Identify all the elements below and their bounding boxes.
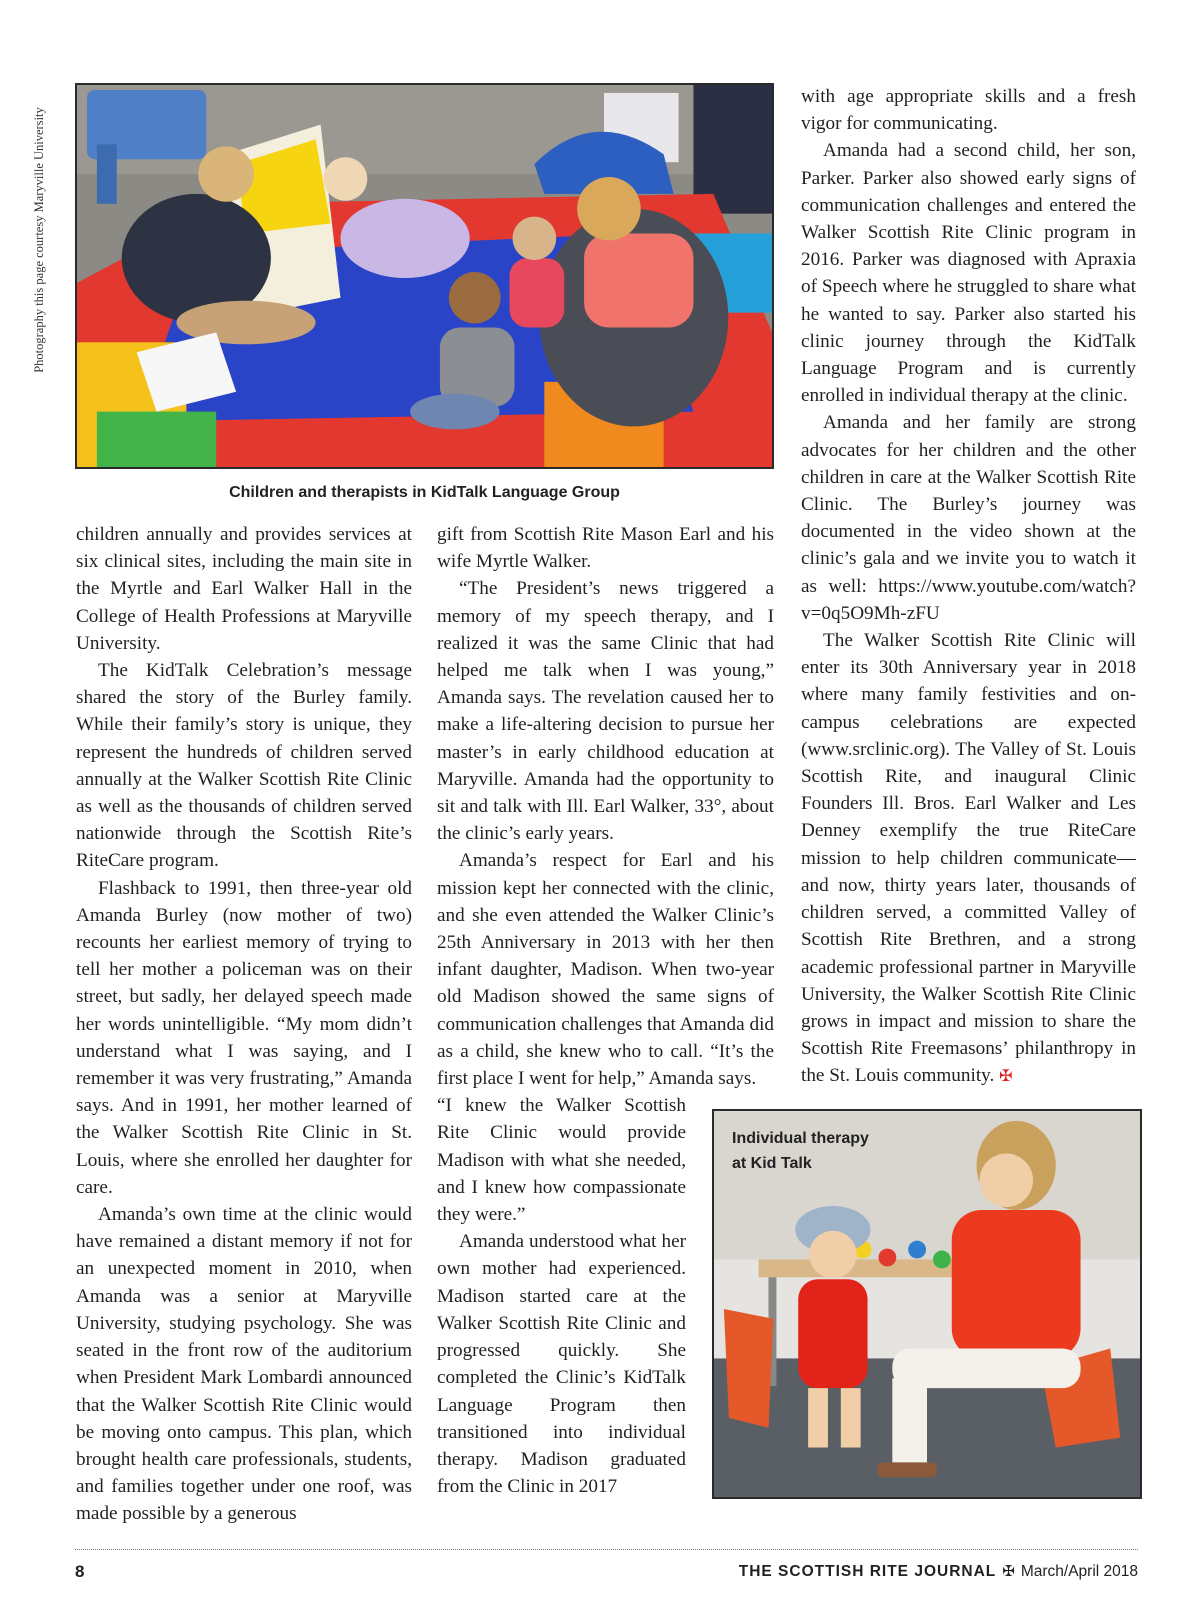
paragraph: with age appropriate skills and a fresh vigor for communicating. xyxy=(801,86,1136,135)
paragraph: “The President’s news triggered a memory of my speech therapy, and I realized it was the same Clinic that had helped me talk when I was young,” Amanda says. The revelation caused her to make a life-altering decision to pursue her master’s in early childhood education at Maryville. Amanda had the opportunity to sit and talk with Ill. Earl Walker, 33°, about the clinic’s early years. xyxy=(437,578,774,845)
paragraph: Amanda and her family are strong advocates for her children and the other children in care at the Walker Scottish Rite Clinic. The Burley’s journey was documented in the video shown at the clinic’s gala and we invite you to watch it as well: https://www.youtube.com/watch?v=0q5O9Mh-zFU xyxy=(801,412,1136,624)
page-number: 8 xyxy=(75,1562,85,1581)
paragraph: Amanda’s respect for Earl and his mission kept her connected with the clinic, and she even attended the Walker Clinic’s 25th Anniversary in 2013 with her then infant daughter, Madison. When two-year old Madison showed the same signs of communication challenges that Amanda did as a child, she knew who to call. “It’s the first place I went for help,” Amanda says. xyxy=(437,850,774,1090)
caption-line: at Kid Talk xyxy=(732,1155,812,1172)
cross-icon: ✠ xyxy=(1002,1563,1015,1580)
inset-photo-caption xyxy=(732,1126,932,1176)
narrow-text-wrap xyxy=(437,1092,686,1500)
article-column-1 xyxy=(76,521,412,1528)
paragraph: Amanda had a second child, her son, Parker. Parker also showed early signs of communication challenges and entered the Walker Scottish Rite Clinic program in 2016. Parker was diagnosed with Apraxia of Speech where he struggled to share what he wanted to say. Parker also started his clinic journey through the KidTalk Language Program and is currently enrolled in individual therapy at the clinic. xyxy=(801,140,1136,407)
paragraph: Flashback to 1991, then three-year old Amanda Burley (now mother of two) recounts her earliest memory of trying to tell her mother a policeman was on their street, but sadly, her delayed speech made her words unintelligible. “My mom didn’t understand what I was saying, and I remember it was very frustrating,” Amanda says. And in 1991, her mother learned of the Walker Scottish Rite Clinic in St. Louis, where she enrolled her daughter for care. xyxy=(76,877,412,1198)
footer-divider xyxy=(75,1549,1138,1550)
photo-credit: Photography this page courtesy Maryville University xyxy=(32,107,46,373)
paragraph: children annually and provides services at six clinical sites, including the main site in the Myrtle and Earl Walker Hall in the College of Health Professions at Maryville University. xyxy=(76,524,412,654)
kidtalk-group-photo xyxy=(75,83,774,469)
article-column-3 xyxy=(801,83,1136,1091)
end-mark-icon: ✠ xyxy=(999,1068,1013,1086)
journal-name: THE SCOTTISH RITE JOURNAL xyxy=(738,1563,997,1580)
issue-date: March/April 2018 xyxy=(1020,1563,1138,1580)
top-photo-caption: Children and therapists in KidTalk Language Group xyxy=(229,484,620,501)
paragraph xyxy=(801,627,1136,1090)
footer-publication xyxy=(739,1562,1138,1581)
paragraph: Amanda understood what her own mother had experienced. Madison started care at the Walker Scottish Rite Clinic and progressed quickly. She completed the Clinic’s KidTalk Language Program then transitioned into individual therapy. Madison graduated from the Clinic in 2017 xyxy=(437,1231,686,1498)
paragraph: gift from Scottish Rite Mason Earl and his wife Myrtle Walker. xyxy=(437,524,774,573)
paragraph: “I knew the Walker Scottish Rite Clinic would provide Madison with what she needed, and I knew how compassionate they were.” xyxy=(437,1095,686,1226)
paragraph: The KidTalk Celebration’s message shared the story of the Burley family. While their family’s story is unique, they represent the hundreds of children served annually at the Walker Scottish Rite Clinic as well as the thousands of children served nationwide through the Scottish Rite’s RiteCare program. xyxy=(76,660,412,872)
paragraph-text: The Walker Scottish Rite Clinic will enter its 30th Anniversary year in 2018 where many family festivities and on-campus celebrations are expected (www.srclinic.org). The Valley of St. Louis Scottish Rite, and inaugural Clinic Founders Ill. Bros. Earl Walker and Les Denney exemplify the true RiteCare mission to help children communicate—and now, thirty years later, thousands of children served, a committed Valley of Scottish Rite Brethren, and a strong academic professional partner in Maryville University, the Walker Scottish Rite Clinic grows in impact and mission to share the Scottish Rite Freemasons’ philanthropy in the St. Louis community. xyxy=(801,630,1136,1087)
caption-line: Individual therapy xyxy=(732,1130,869,1147)
paragraph: Amanda’s own time at the clinic would have remained a distant memory if not for an unexpected moment in 2010, when Amanda was a senior at Maryville University, studying psychology. She was seated in the front row of the auditorium when President Mark Lombardi announced that the Walker Scottish Rite Clinic would be moving onto campus. This plan, which brought health care professionals, students, and families together under one roof, was made possible by a generous xyxy=(76,1204,412,1525)
